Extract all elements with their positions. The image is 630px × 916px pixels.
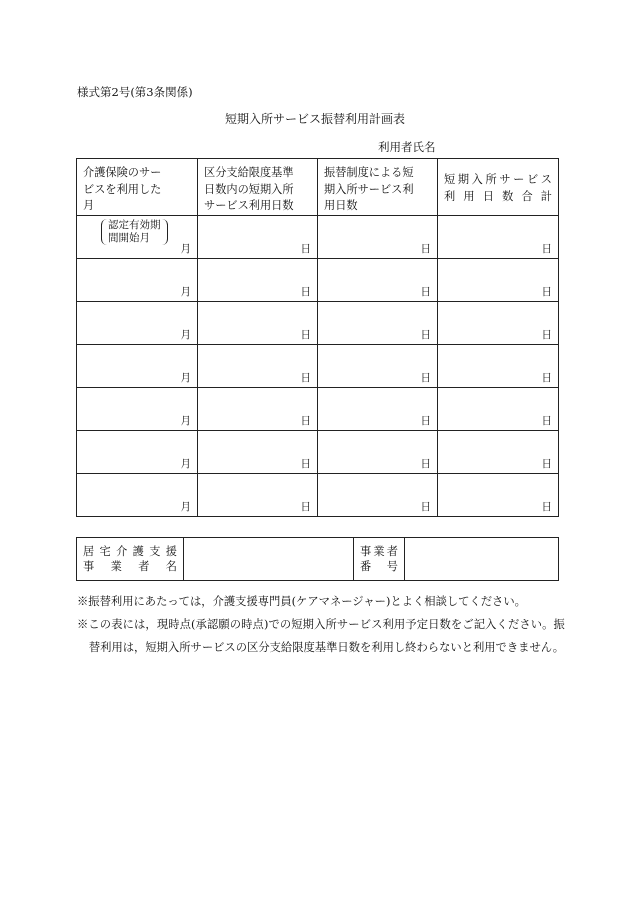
within-limit-days-cell[interactable] <box>198 215 318 258</box>
header-within-limit-days <box>198 159 318 216</box>
day-unit: 日 <box>300 457 311 470</box>
header-line: 利用日数合計 <box>444 190 552 203</box>
header-month <box>77 159 198 216</box>
table-header-row <box>77 159 559 216</box>
provider-number-label-line: 事業者 <box>360 545 398 558</box>
table-row <box>77 258 559 301</box>
header-line: 日数内の短期入所 <box>204 182 294 196</box>
care-support-label-line: 居宅介護支援 <box>83 545 177 558</box>
total-days-cell[interactable] <box>438 258 559 301</box>
within-limit-days-cell[interactable] <box>198 430 318 473</box>
day-unit: 日 <box>541 457 552 470</box>
header-line: 振替制度による短 <box>324 166 414 179</box>
day-unit: 日 <box>300 328 311 341</box>
day-unit: 日 <box>541 285 552 298</box>
note-consult: ※振替利用にあたっては，介護支援専門員(ケアマネージャー)とよく相談してください。 <box>77 595 526 608</box>
form-number: 様式第2号(第3条関係) <box>77 85 193 99</box>
header-line: 期入所サービス利 <box>324 182 414 196</box>
table-row <box>77 473 559 516</box>
care-support-label-line: 事業者名 <box>83 560 177 573</box>
month-cell[interactable] <box>77 215 198 258</box>
total-days-cell[interactable] <box>438 344 559 387</box>
within-limit-days-cell[interactable] <box>198 473 318 516</box>
total-days-cell[interactable] <box>438 215 559 258</box>
day-unit: 日 <box>420 328 431 341</box>
month-cell[interactable] <box>77 430 198 473</box>
day-unit: 日 <box>300 500 311 513</box>
month-unit: 月 <box>180 414 191 427</box>
provider-number-label-cell <box>354 538 405 581</box>
header-line: 短期入所サービス <box>444 173 552 186</box>
day-unit: 日 <box>300 285 311 298</box>
month-cell[interactable] <box>77 473 198 516</box>
day-unit: 日 <box>420 242 431 255</box>
transfer-days-cell[interactable] <box>318 301 438 344</box>
day-unit: 日 <box>420 457 431 470</box>
within-limit-days-cell[interactable] <box>198 344 318 387</box>
month-cell[interactable] <box>77 301 198 344</box>
month-cell[interactable] <box>77 258 198 301</box>
total-days-cell[interactable] <box>438 387 559 430</box>
month-unit: 月 <box>180 457 191 470</box>
day-unit: 日 <box>541 328 552 341</box>
day-unit: 日 <box>420 371 431 384</box>
header-line: 介護保険のサー <box>83 166 162 179</box>
table-row <box>77 344 559 387</box>
provider-table <box>76 537 559 581</box>
page-title: 短期入所サービス振替利用計画表 <box>224 112 405 126</box>
note-line: 間開始月 <box>108 231 150 244</box>
within-limit-days-cell[interactable] <box>198 387 318 430</box>
care-support-label-cell <box>77 538 184 581</box>
table-row <box>77 430 559 473</box>
day-unit: 日 <box>420 285 431 298</box>
day-unit: 日 <box>420 414 431 427</box>
note-entry: ※この表には，現時点(承認願の時点)での短期入所サービス利用予定日数をご記入ください。振替利用は，短期入所サービスの区分支給限度基準日数を利用し終わらないと利用できません。 <box>77 618 565 654</box>
transfer-days-cell[interactable] <box>318 344 438 387</box>
validity-start-note <box>101 219 168 245</box>
provider-number-field[interactable] <box>405 538 559 581</box>
day-unit: 日 <box>541 371 552 384</box>
usage-plan-table <box>76 158 559 517</box>
header-line: 用日数 <box>324 199 358 212</box>
day-unit: 日 <box>300 371 311 384</box>
within-limit-days-cell[interactable] <box>198 301 318 344</box>
month-unit: 月 <box>180 500 191 513</box>
header-line: ビスを利用した <box>83 182 162 196</box>
day-unit: 日 <box>541 500 552 513</box>
total-days-cell[interactable] <box>438 301 559 344</box>
header-total-days <box>438 159 559 216</box>
month-unit: 月 <box>180 285 191 298</box>
table-row <box>77 301 559 344</box>
month-cell[interactable] <box>77 344 198 387</box>
header-line: 区分支給限度基準 <box>204 166 294 179</box>
provider-number-label-line: 番号 <box>360 560 398 573</box>
day-unit: 日 <box>541 242 552 255</box>
care-support-name-field[interactable] <box>184 538 354 581</box>
day-unit: 日 <box>300 242 311 255</box>
table-row <box>77 387 559 430</box>
note-line: 認定有効期 <box>108 218 161 231</box>
month-unit: 月 <box>180 242 191 255</box>
table-row <box>77 215 559 258</box>
day-unit: 日 <box>541 414 552 427</box>
user-name-label: 利用者氏名 <box>378 140 436 154</box>
month-cell[interactable] <box>77 387 198 430</box>
transfer-days-cell[interactable] <box>318 215 438 258</box>
total-days-cell[interactable] <box>438 430 559 473</box>
within-limit-days-cell[interactable] <box>198 258 318 301</box>
header-line: 月 <box>83 199 95 212</box>
provider-row <box>77 538 559 581</box>
header-transfer-days <box>318 159 438 216</box>
month-unit: 月 <box>180 371 191 384</box>
transfer-days-cell[interactable] <box>318 473 438 516</box>
transfer-days-cell[interactable] <box>318 430 438 473</box>
month-unit: 月 <box>180 328 191 341</box>
header-line: サービス利用日数 <box>204 199 294 212</box>
day-unit: 日 <box>300 414 311 427</box>
transfer-days-cell[interactable] <box>318 387 438 430</box>
transfer-days-cell[interactable] <box>318 258 438 301</box>
total-days-cell[interactable] <box>438 473 559 516</box>
day-unit: 日 <box>420 500 431 513</box>
